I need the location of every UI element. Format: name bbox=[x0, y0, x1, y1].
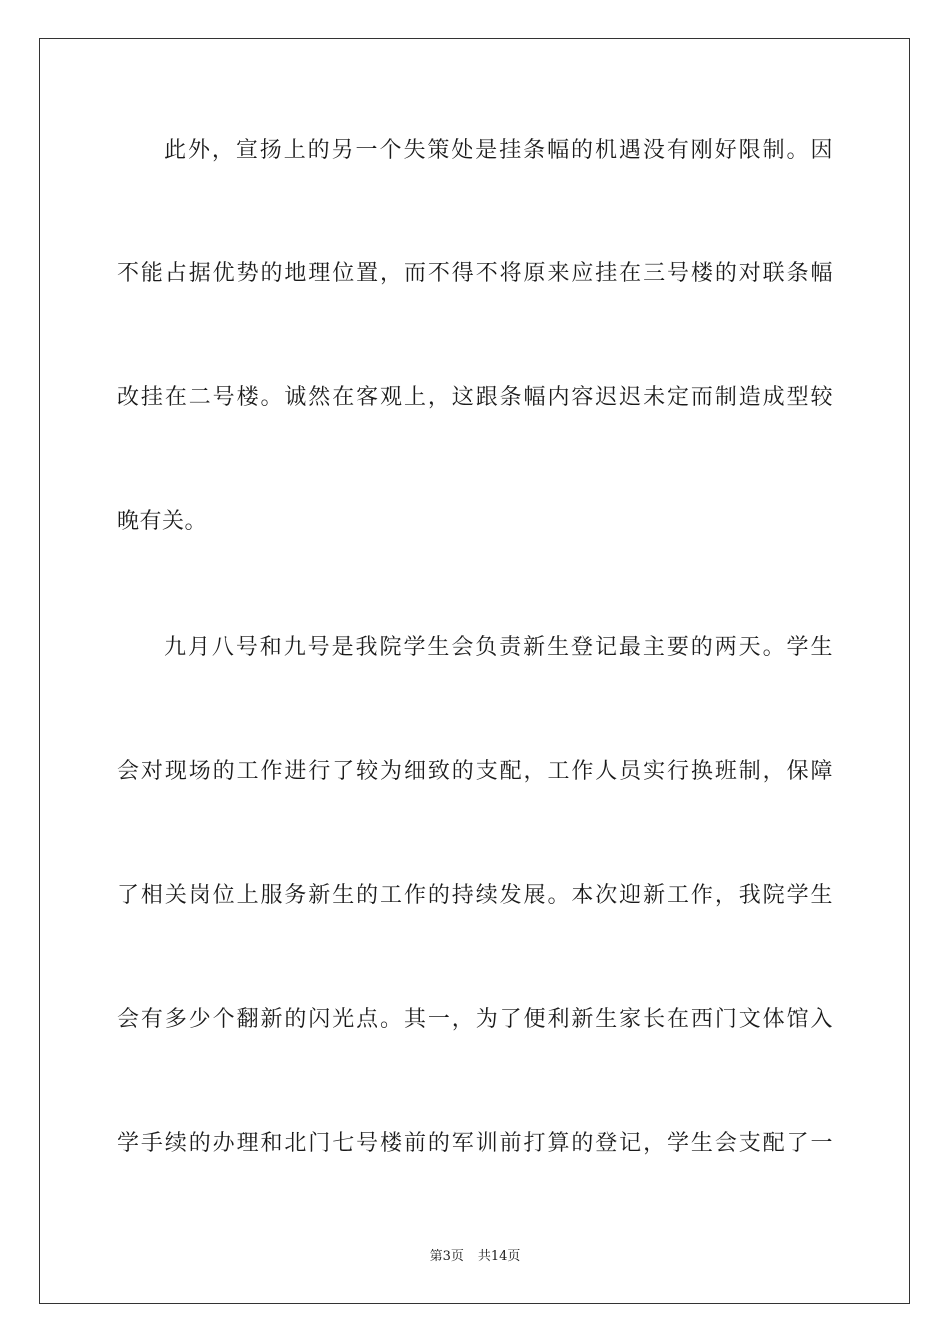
paragraph-line: 学手续的办理和北门七号楼前的军训前打算的登记，学生会支配了一 bbox=[117, 1131, 833, 1156]
paragraph-line: 此外，宣扬上的另一个失策处是挂条幅的机遇没有刚好限制。因 bbox=[164, 138, 833, 163]
paragraph-line: 不能占据优势的地理位置，而不得不将原来应挂在三号楼的对联条幅 bbox=[117, 261, 833, 286]
page-total: 共14页 bbox=[477, 1249, 521, 1264]
paragraph-line: 了相关岗位上服务新生的工作的持续发展。本次迎新工作，我院学生 bbox=[117, 883, 833, 908]
paragraph-line: 九月八号和九号是我院学生会负责新生登记最主要的两天。学生 bbox=[164, 635, 833, 660]
paragraph-line: 晚有关。 bbox=[117, 509, 208, 534]
page-border bbox=[39, 38, 910, 1304]
paragraph-line: 会有多少个翻新的闪光点。其一，为了便利新生家长在西门文体馆入 bbox=[117, 1007, 833, 1032]
page-number: 第3页 bbox=[429, 1249, 464, 1264]
page-footer bbox=[0, 1248, 950, 1266]
paragraph-line: 会对现场的工作进行了较为细致的支配，工作人员实行换班制，保障 bbox=[117, 759, 833, 784]
paragraph-line: 改挂在二号楼。诚然在客观上，这跟条幅内容迟迟未定而制造成型较 bbox=[117, 385, 833, 410]
